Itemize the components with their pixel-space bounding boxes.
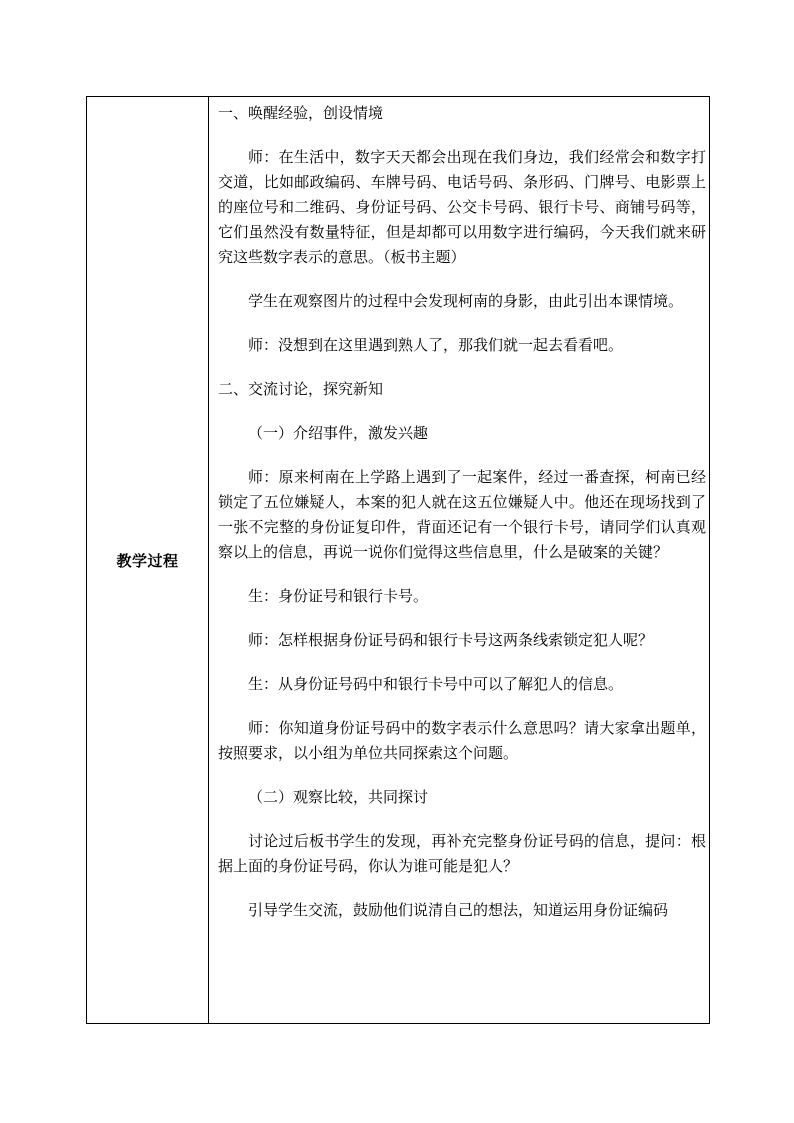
row-label-cell — [87, 97, 209, 1023]
paragraph-student-observe: 学生在观察图片的过程中会发现柯南的身影，由此引出本课情境。 — [248, 292, 684, 310]
content-cell — [209, 97, 709, 1023]
paragraph-guide-students: 引导学生交流，鼓励他们说清自己的想法，知道运用身份证编码 — [248, 901, 669, 919]
subheading-1: （一）介绍事件，激发兴趣 — [248, 424, 429, 442]
paragraph-student-answer-2: 生：从身份证号码中和银行卡号中可以了解犯人的信息。 — [248, 675, 624, 693]
heading-1: 一、唤醒经验，创设情境 — [218, 104, 384, 122]
paragraph-teacher-lets-see: 师：没想到在这里遇到熟人了，那我们就一起去看看吧。 — [248, 336, 624, 354]
subheading-2: （二）观察比较，共同探讨 — [248, 788, 429, 806]
paragraph-teacher-question-1: 师：怎样根据身份证号码和银行卡号这两条线索锁定犯人呢？ — [248, 631, 654, 649]
row-label: 教学过程 — [116, 551, 179, 570]
paragraph-case-intro: 师：原来柯南在上学路上遇到了一起案件，经过一番查探，柯南已经锁定了五位嫌疑人，本案的犯人就在这五位嫌疑人中。他还在现场找到了一张不完整的身份证复印件，背面还记有一个银行卡号，请同学们认真观察以上的信息，再说一说你们觉得这些信息里，什么是破案的关键？ — [218, 468, 706, 561]
paragraph-teacher-intro: 师：在生活中，数字天天都会出现在我们身边，我们经常会和数字打交道，比如邮政编码、车牌号码、电话号码、条形码、门牌号、电影票上的座位号和二维码、身份证号码、公交卡号码、银行卡号、商铺号码等，它们虽然没有数量特征，但是却都可以用数字进行编码，今天我们就来研究这些数字表示的意思。（板书主题） — [218, 148, 706, 266]
paragraph-student-answer-1: 生：身份证号和银行卡号。 — [248, 587, 429, 605]
heading-2: 二、交流讨论，探究新知 — [218, 380, 384, 398]
lesson-table — [86, 96, 710, 1024]
paragraph-discussion: 讨论过后板书学生的发现，再补充完整身份证号码的信息，提问：根据上面的身份证号码，你认为谁可能是犯人？ — [218, 832, 706, 875]
paragraph-teacher-question-2: 师：你知道身份证号码中的数字表示什么意思吗？请大家拿出题单，按照要求，以小组为单位共同探索这个问题。 — [218, 719, 706, 762]
